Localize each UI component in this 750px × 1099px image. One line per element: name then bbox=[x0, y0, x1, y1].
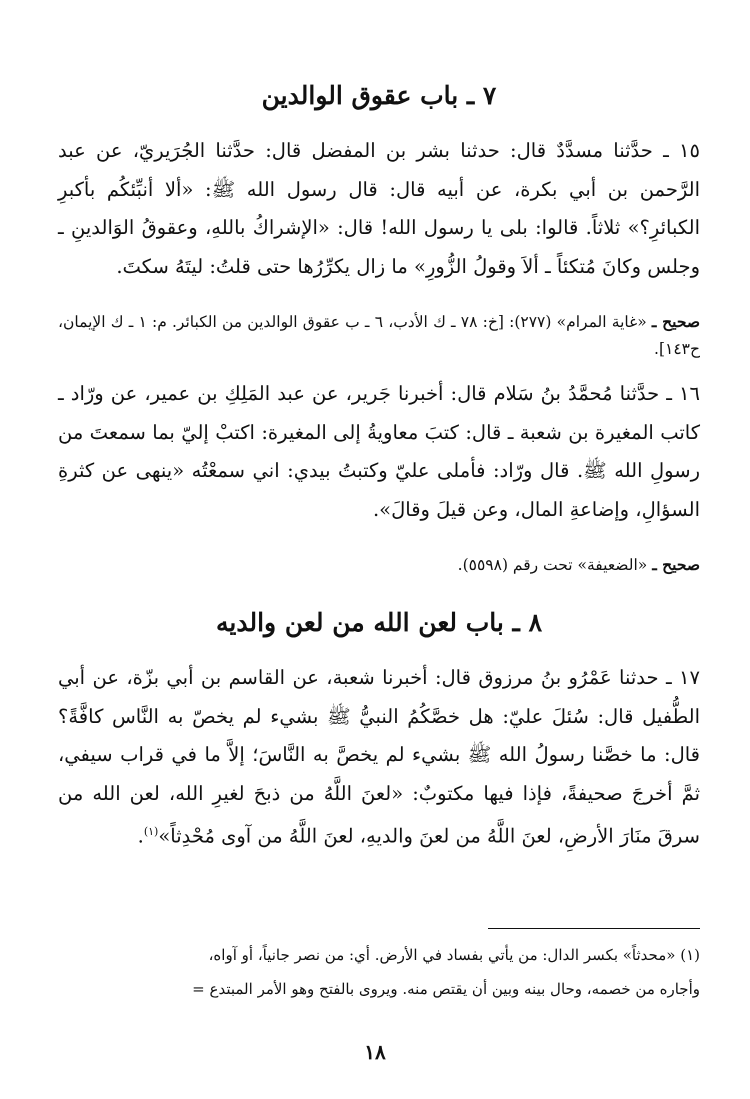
footnotes bbox=[58, 938, 700, 1006]
page-number: ١٨ bbox=[364, 1040, 386, 1064]
grading-reference: «غاية المرام» (٢٧٧): [خ: ٧٨ ـ ك الأدب، ٦ ـ ب عقوق الوالدين من الكبائر. م: ١ ـ ك الإيمان، ح١٤٣]. bbox=[58, 313, 700, 358]
chapter-heading-7: ٧ ـ باب عقوق الوالدين bbox=[261, 81, 497, 110]
hadith-17-body: ١٧ ـ حدثنا عَمْرُو بنُ مرزوق قال: أخبرنا شعبة، عن القاسم بن أبي بزّة، عن أبي الطُّفيل قال: سُئلَ عليّ: هل خصَّكُمُ النبيُّ ﷺ بشيء لم يخصّ به النَّاس كافَّةً؟ قال: ما خصَّنا رسولُ الله ﷺ بشيء لم يخصَّ به النَّاسَ؛ إلاَّ ما في قراب سيفي، ثمَّ أخرجَ صحيفةً، فإذا فيها مكتوبٌ: «لعنَ اللَّهُ من ذبحَ لغيرِ الله، لعن الله من سرقَ منَارَ الأرضِ، لعنَ اللَّهُ من لعنَ والديهِ، لعنَ اللَّهُ من آوى مُحْدِثاً» bbox=[58, 666, 700, 848]
hadith-16-text: ١٦ ـ حدَّثنا مُحمَّدُ بنُ سَلام قال: أخبرنا جَرير، عن عبد المَلِكِ بن عمير، عن ورّاد ـ كاتب المغيرة بن شعبة ـ قال: كتبَ معاويةُ إلى المغيرة: اكتبْ إليّ بما سمعتَ من رسولِ الله ﷺ. قال ورّاد: فأملى عليّ وكتبتُ بيدي: اني سمعْتُه «ينهى عن كثرةِ السؤالِ، وإضاعةِ المال، وعن قيلَ وقالَ». bbox=[58, 382, 700, 521]
footnote-line-1: (١) «محدثاً» بكسر الدال: من يأتي بفساد في الأرض. أي: من نصر جانياً، أو آواه، bbox=[208, 946, 700, 964]
page-body bbox=[58, 78, 700, 856]
chapter-heading-8: ٨ ـ باب لعن الله من لعن والديه bbox=[216, 608, 542, 637]
footnote-marker[interactable]: (١) bbox=[143, 825, 159, 838]
hadith-17-text: ١٧ ـ حدثنا عَمْرُو بنُ مرزوق قال: أخبرنا شعبة، عن القاسم بن أبي بزّة، عن أبي الطُّفيل قال: سُئلَ عليّ: هل خصَّكُمُ النبيُّ ﷺ بشيء لم يخصّ به النَّاس كافَّةً؟ قال: ما خصَّنا رسولُ الله ﷺ بشيء لم يخصَّ به النَّاسَ؛ إلاَّ ما في قراب سيفي، ثمَّ أخرجَ صحيفةً، فإذا فيها مكتوبٌ: «لعنَ اللَّهُ من ذبحَ لغيرِ الله، لعن الله من سرقَ منَارَ الأرضِ، لعنَ اللَّهُ من لعنَ والديهِ، لعنَ اللَّهُ من آوى مُحْدِثاً»$^{(١)}$. bbox=[58, 666, 700, 848]
grading-reference: «الضعيفة» تحت رقم (٥٥٩٨). bbox=[457, 556, 648, 574]
grading-label: صحيح ـ bbox=[651, 312, 700, 331]
grading-label: صحيح ـ bbox=[652, 555, 700, 574]
footnote-divider bbox=[488, 928, 700, 929]
hadith-15-text: ١٥ ـ حدَّثنا مسدَّدٌ قال: حدثنا بشر بن المفضل قال: حدَّثنا الجُرَيريّ، عن عبد الرَّحمن بن أبي بكرة، عن أبيه قال: قال رسول الله ﷺ: «ألا أنبِّئكُم بأكبرِ الكبائرِ؟» ثلاثاً. قالوا: بلى يا رسول الله! قال: «الإشراكُ باللهِ، وعقوقُ الوَالدينِ ـ وجلس وكانَ مُتكئاً ـ ألاَ وقولُ الزُّورِ» ما زال يكرِّرُها حتى قلتُ: ليتَهُ سكتَ. bbox=[58, 139, 700, 278]
hadith-16-grading bbox=[58, 551, 700, 579]
hadith-15-grading bbox=[58, 308, 700, 363]
footnote-line-2: وأجاره من خصمه، وحال بينه وبين أن يقتص منه. ويروى بالفتح وهو الأمر المبتدع = bbox=[192, 980, 700, 998]
